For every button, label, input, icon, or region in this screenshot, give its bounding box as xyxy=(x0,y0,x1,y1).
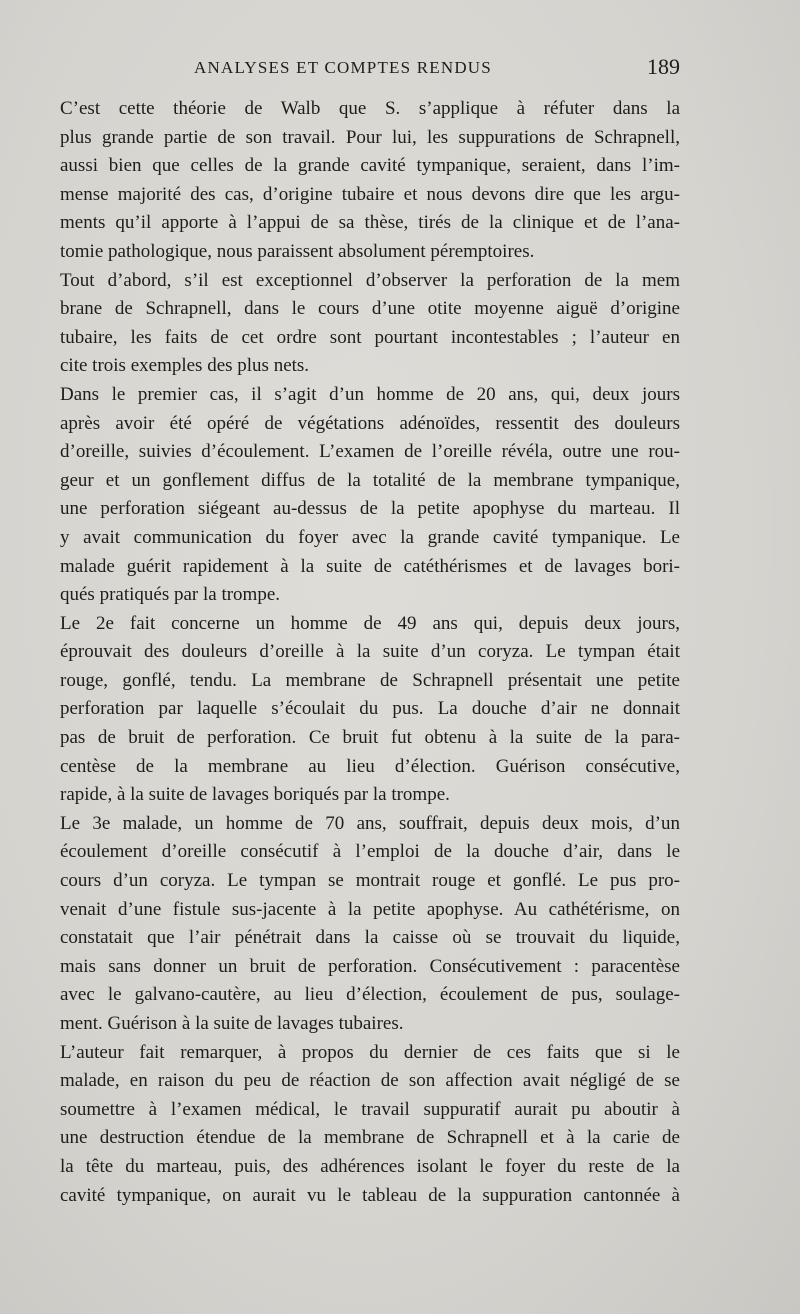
text-line: L’auteur fait remarquer, à propos du dernier de ces faits que si le xyxy=(60,1041,680,1063)
text-line: ments qu’il apporte à l’appui de sa thèse, tirés de la clinique et de l’ana- xyxy=(60,212,680,234)
text-line: soumettre à l’examen médical, le travail suppuratif aurait pu aboutir à xyxy=(60,1098,680,1120)
text-line: y avait communication du foyer avec la grande cavité tympanique. Le xyxy=(60,526,680,548)
paragraph-3 xyxy=(60,381,680,610)
text-line: geur et un gonflement diffus de la totalité de la membrane tympanique, xyxy=(60,469,680,491)
text-line: perforation par laquelle s’écoulait du pus. La douche d’air ne donnait xyxy=(60,698,680,720)
paragraph-2 xyxy=(60,267,680,381)
running-head: ANALYSES ET COMPTES RENDUS xyxy=(194,58,492,77)
text-line: qués pratiqués par la trompe. xyxy=(60,584,281,606)
text-line: constatait que l’air pénétrait dans la caisse où se trouvait du liquide, xyxy=(60,927,680,949)
text-line: Dans le premier cas, il s’agit d’un homme de 20 ans, qui, deux jours xyxy=(60,383,680,405)
text-line: Tout d’abord, s’il est exceptionnel d’observer la perforation de la mem xyxy=(60,269,680,291)
paragraph-1 xyxy=(60,95,680,267)
text-line: pas de bruit de perforation. Ce bruit fut obtenu à la suite de la para- xyxy=(60,727,680,749)
text-line: cours d’un coryza. Le tympan se montrait rouge et gonflé. Le pus pro- xyxy=(60,870,680,892)
paragraph-4 xyxy=(60,610,680,810)
body-text xyxy=(60,95,680,1210)
text-line: éprouvait des douleurs d’oreille à la suite d’un coryza. Le tympan était xyxy=(60,641,680,663)
text-line: Le 2e fait concerne un homme de 49 ans qui, depuis deux jours, xyxy=(60,612,680,634)
text-line: écoulement d’oreille consécutif à l’emploi de la douche d’air, dans le xyxy=(60,841,680,863)
text-line: après avoir été opéré de végétations adénoïdes, ressentit des douleurs xyxy=(60,412,680,434)
paragraph-6 xyxy=(60,1039,680,1211)
text-line: venait d’une fistule sus-jacente à la petite apophyse. Au cathétérisme, on xyxy=(60,898,680,920)
page-header xyxy=(60,54,680,88)
text-line: cite trois exemples des plus nets. xyxy=(60,355,310,377)
text-line: malade, en raison du peu de réaction de son affection avait négligé de se xyxy=(60,1070,680,1092)
text-line: une perforation siégeant au-dessus de la petite apophyse du marteau. Il xyxy=(60,498,680,520)
text-line: tubaire, les faits de cet ordre sont pourtant incontestables ; l’auteur en xyxy=(60,326,680,348)
text-line: C’est cette théorie de Walb que S. s’applique à réfuter dans la xyxy=(60,98,680,119)
text-line: avec le galvano-cautère, au lieu d’élection, écoulement de pus, soulage- xyxy=(60,984,680,1006)
text-line: d’oreille, suivies d’écoulement. L’examen de l’oreille révéla, outre une rou- xyxy=(60,441,680,463)
text-line: ment. Guérison à la suite de lavages tubaires. xyxy=(60,1013,404,1034)
text-line: une destruction étendue de la membrane de Schrapnell et à la carie de xyxy=(60,1127,680,1149)
paragraph-5 xyxy=(60,810,680,1039)
text-line: brane de Schrapnell, dans le cours d’une otite moyenne aiguë d’origine xyxy=(60,298,680,320)
text-line: cavité tympanique, on aurait vu le tableau de la suppuration cantonnée à xyxy=(60,1184,680,1206)
text-line: tomie pathologique, nous paraissent absolument péremptoires. xyxy=(60,240,535,262)
text-line: mais sans donner un bruit de perforation. Consécutivement : paracentèse xyxy=(60,955,680,977)
text-line: centèse de la membrane au lieu d’élection. Guérison consécutive, xyxy=(60,755,680,777)
text-line: Le 3e malade, un homme de 70 ans, souffrait, depuis deux mois, d’un xyxy=(60,812,680,834)
text-line: mense majorité des cas, d’origine tubaire et nous devons dire que les argu- xyxy=(60,183,680,205)
text-line: la tête du marteau, puis, des adhérences isolant le foyer du reste de la xyxy=(60,1155,680,1177)
text-line: plus grande partie de son travail. Pour lui, les suppurations de Schrapnell, xyxy=(60,126,680,148)
text-line: rouge, gonflé, tendu. La membrane de Schrapnell présentait une petite xyxy=(60,669,680,691)
text-line: aussi bien que celles de la grande cavité tympanique, seraient, dans l’im- xyxy=(60,155,680,177)
page-number: 189 xyxy=(647,54,680,79)
text-line: rapide, à la suite de lavages boriqués par la trompe. xyxy=(60,784,450,806)
text-line: malade guérit rapidement à la suite de catéthérismes et de lavages bori- xyxy=(60,555,680,577)
